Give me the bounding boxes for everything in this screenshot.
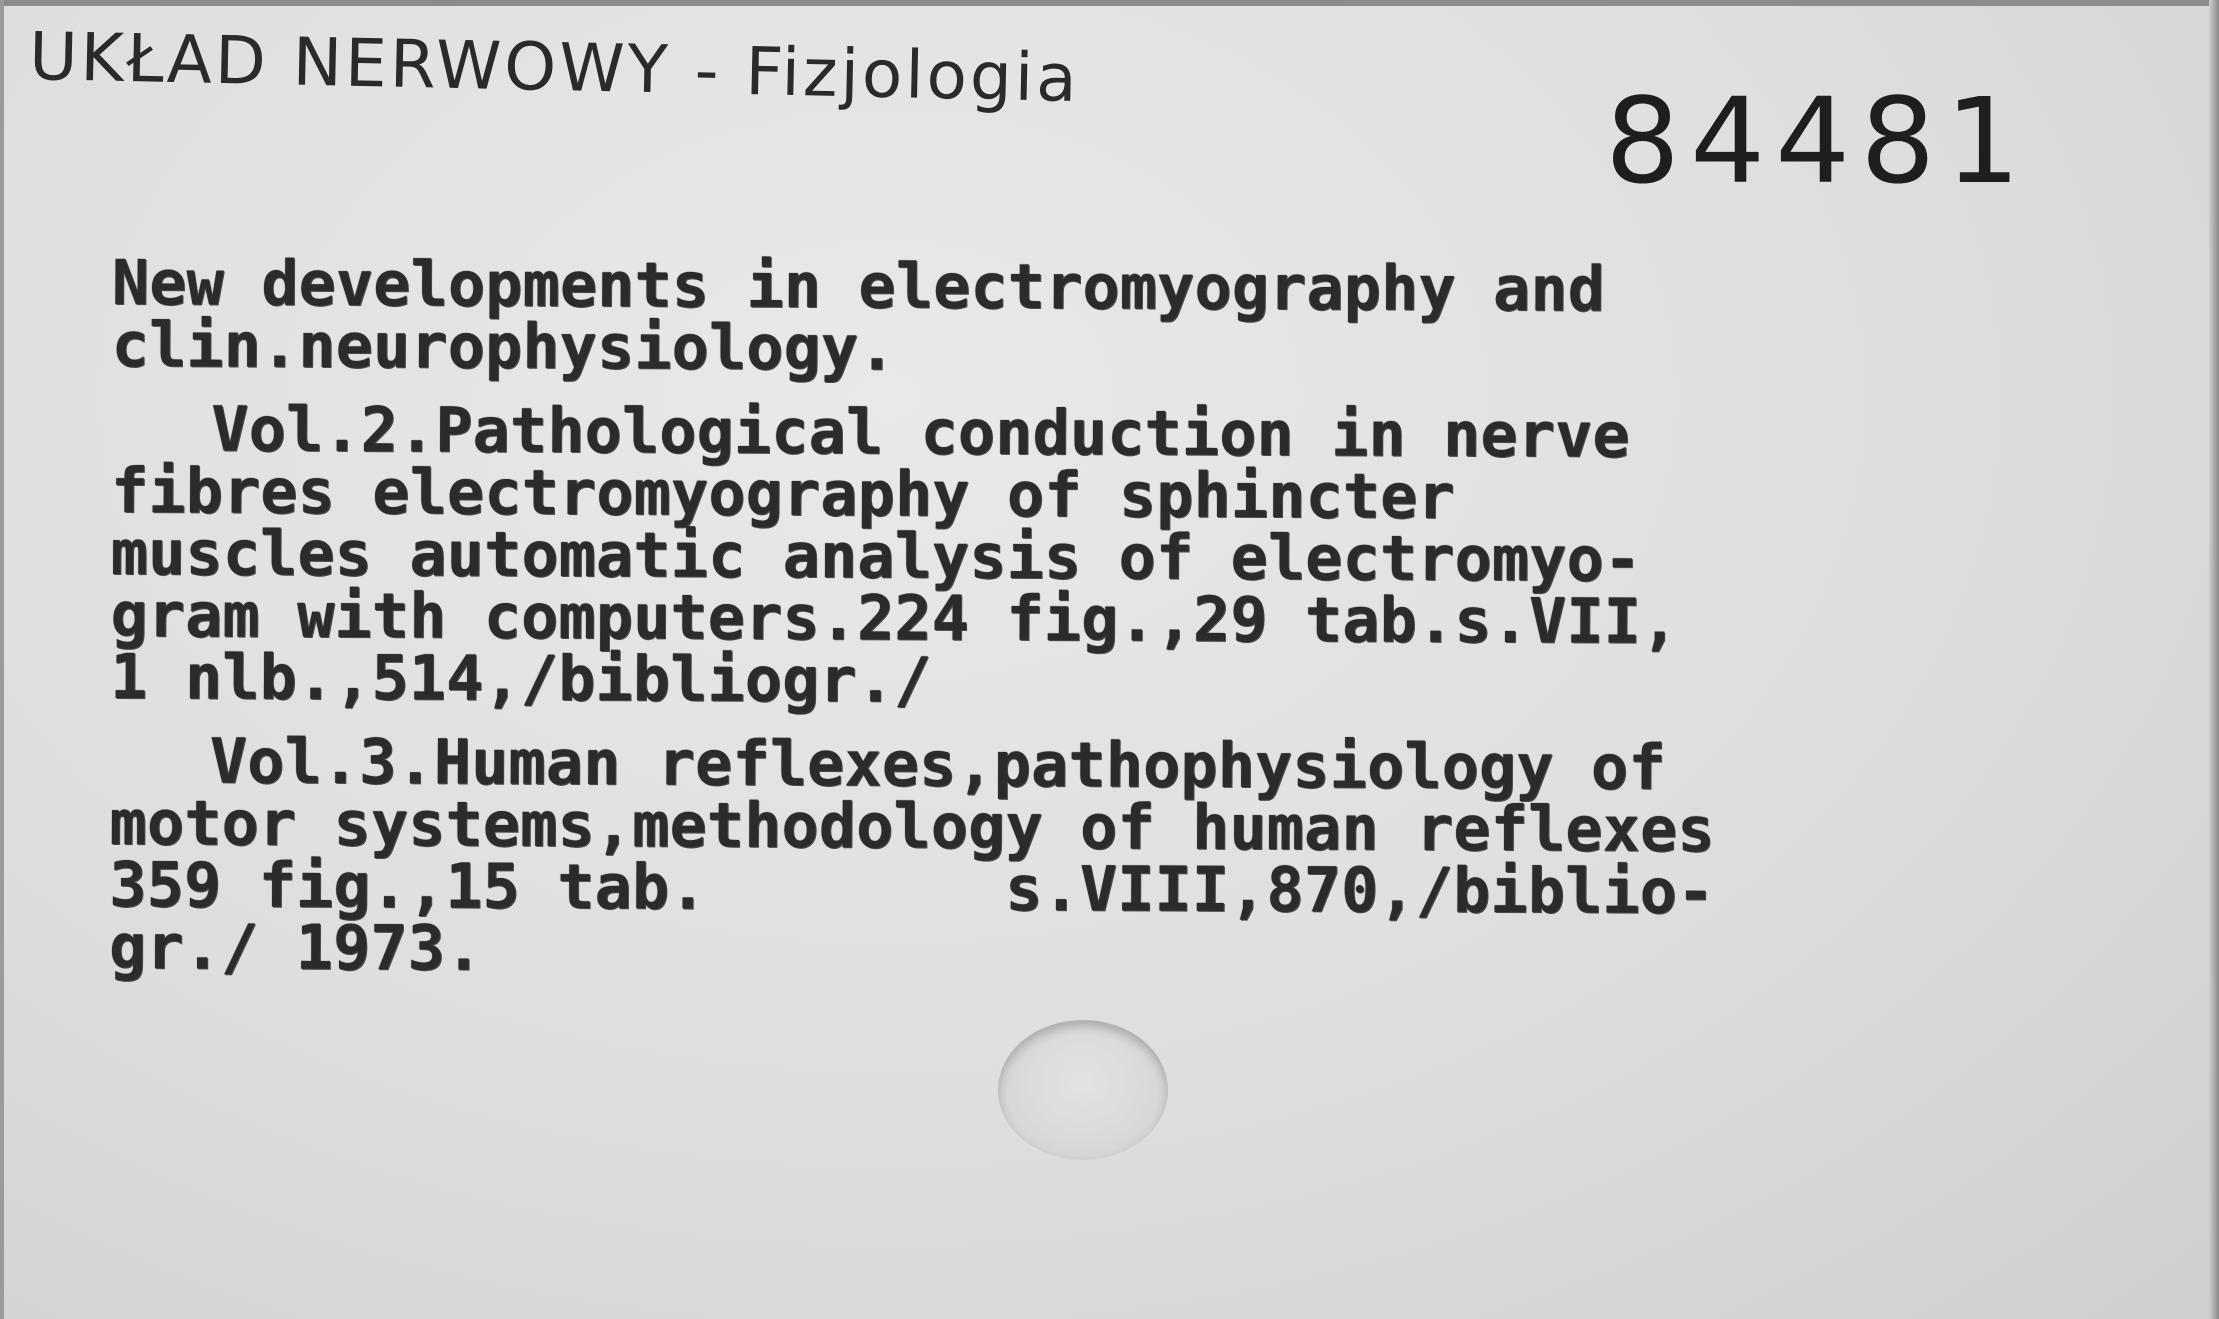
text-line: clin.neurophysiology.: [111, 307, 896, 385]
card-subject-heading: UKŁAD NERWOWY - Fizjologia: [28, 18, 1081, 117]
text-line: 359 fig.,15 tab. s.VIII,870,/biblio-: [109, 847, 1715, 928]
punch-hole: [998, 1020, 1168, 1160]
text-line: Vol.2.Pathological conduction in nerve: [211, 392, 1630, 472]
text-line: 1 nlb.,514,/bibliogr./: [109, 639, 932, 717]
text-line: New developments in electromyography and: [111, 246, 1606, 326]
text-line: gram with computers.224 fig.,29 tab.s.VII,: [110, 577, 1679, 658]
text-line: muscles automatic analysis of electromyo-: [110, 515, 1642, 596]
card-right-edge: [2209, 0, 2219, 1319]
text-line: motor systems,methodology of human reflexes: [109, 785, 1715, 866]
card-left-edge: [0, 0, 4, 1319]
text-line: Vol.3.Human reflexes,pathophysiology of: [209, 724, 1666, 804]
text-line: fibres electromyography of sphincter: [110, 453, 1455, 533]
card-top-edge: [0, 0, 2219, 6]
card-accession-number: 84481: [1605, 72, 2031, 210]
card-body-text: [108, 246, 2192, 987]
text-line: gr./ 1973.: [108, 909, 483, 985]
